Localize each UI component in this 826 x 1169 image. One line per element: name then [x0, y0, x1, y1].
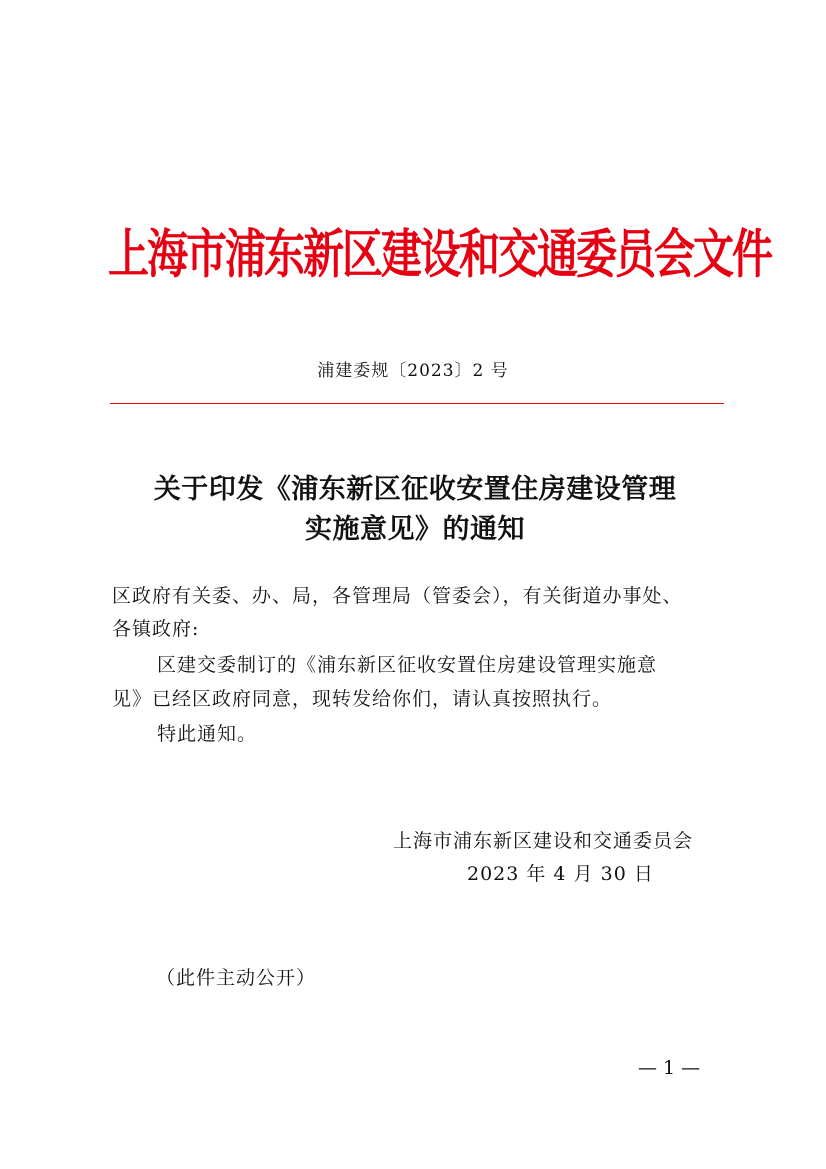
disclosure-note: （此件主动公开）: [156, 967, 317, 989]
red-divider-line: [110, 403, 724, 404]
document-number: 浦建委规〔2023〕2 号: [317, 361, 509, 381]
page-number: — 1 —: [638, 1057, 701, 1079]
recipients-line-1: 区政府有关委、办、局，各管理局（管委会），有关街道办事处、: [112, 585, 683, 607]
signature-organization: 上海市浦东新区建设和交通委员会: [393, 830, 694, 852]
issuer-title: 上海市浦东新区建设和交通委员会文件: [108, 223, 771, 285]
notice-title: [100, 470, 730, 550]
recipients-line-2: 各镇政府:: [112, 618, 200, 640]
body-paragraph-line-2: 见》已经区政府同意，现转发给你们，请认真按照执行。: [112, 688, 613, 710]
notice-title-line-2: 实施意见》的通知: [305, 514, 525, 545]
notice-title-line-1: 关于印发《浦东新区征收安置住房建设管理: [153, 474, 677, 505]
signature-date: 2023 年 4 月 30 日: [467, 863, 654, 885]
body-paragraph-line-1: 区建交委制订的《浦东新区征收安置住房建设管理实施意: [157, 654, 658, 676]
closing-remark: 特此通知。: [157, 723, 258, 745]
